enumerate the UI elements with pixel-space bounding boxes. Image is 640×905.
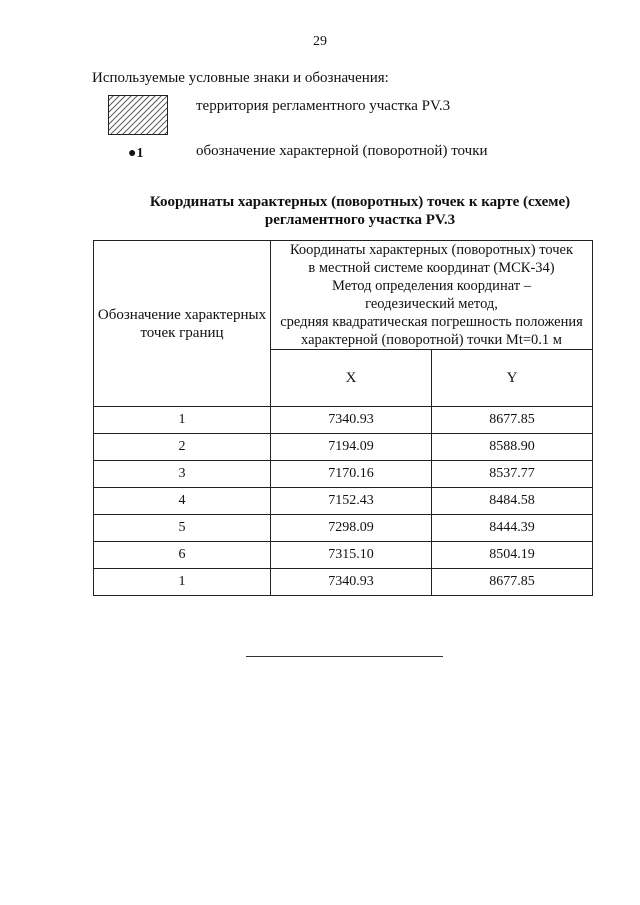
x-cell: 7340.93 [271,569,432,596]
point-cell: 3 [94,461,271,488]
point-cell: 2 [94,434,271,461]
x-cell: 7170.16 [271,461,432,488]
y-cell: 8677.85 [432,407,593,434]
group-header-line: геодезический метод, [365,296,498,312]
bottom-divider [246,656,443,657]
hatch-legend-icon [108,95,168,135]
table-row [94,515,593,542]
x-cell: 7340.93 [271,407,432,434]
point-cell: 4 [94,488,271,515]
y-column-header: Y [432,350,593,407]
table-row [94,542,593,569]
table-row [94,569,593,596]
y-cell: 8537.77 [432,461,593,488]
table-row [94,407,593,434]
coordinates-group-header [271,241,593,350]
section-title [130,193,590,229]
group-header-line: характерной (поворотной) точки Mt=0.1 м [301,332,562,348]
group-header-line: в местной системе координат (МСК-34) [308,260,555,276]
point-cell: 1 [94,407,271,434]
group-header-line: средняя квадратическая погрешность положения [280,314,583,330]
x-column-header: X [271,350,432,407]
legend-heading: Используемые условные знаки и обозначения: [92,70,389,86]
point-cell: 5 [94,515,271,542]
point-cell: 6 [94,542,271,569]
section-title-line2: регламентного участка PV.3 [264,212,456,228]
y-cell: 8504.19 [432,542,593,569]
table-row [94,488,593,515]
group-header-line: Метод определения координат – [332,278,531,294]
legend-point-label: обозначение характерной (поворотной) точки [196,143,488,159]
y-cell: 8588.90 [432,434,593,461]
x-cell: 7298.09 [271,515,432,542]
point-cell: 1 [94,569,271,596]
x-cell: 7152.43 [271,488,432,515]
x-cell: 7194.09 [271,434,432,461]
point-marker-icon: ●1 [128,146,144,161]
page-number: 29 [313,34,327,49]
group-header-line: Координаты характерных (поворотных) точек [289,242,574,258]
section-title-line1: Координаты характерных (поворотных) точек к карте (схеме) [149,194,571,210]
y-cell: 8677.85 [432,569,593,596]
table-row [94,434,593,461]
y-cell: 8484.58 [432,488,593,515]
coordinates-table [93,240,593,596]
y-cell: 8444.39 [432,515,593,542]
legend-hatch-label: территория регламентного участка PV.3 [196,98,451,114]
x-cell: 7315.10 [271,542,432,569]
table-row [94,461,593,488]
point-designation-header: Обозначение характерных точек границ [94,241,271,407]
